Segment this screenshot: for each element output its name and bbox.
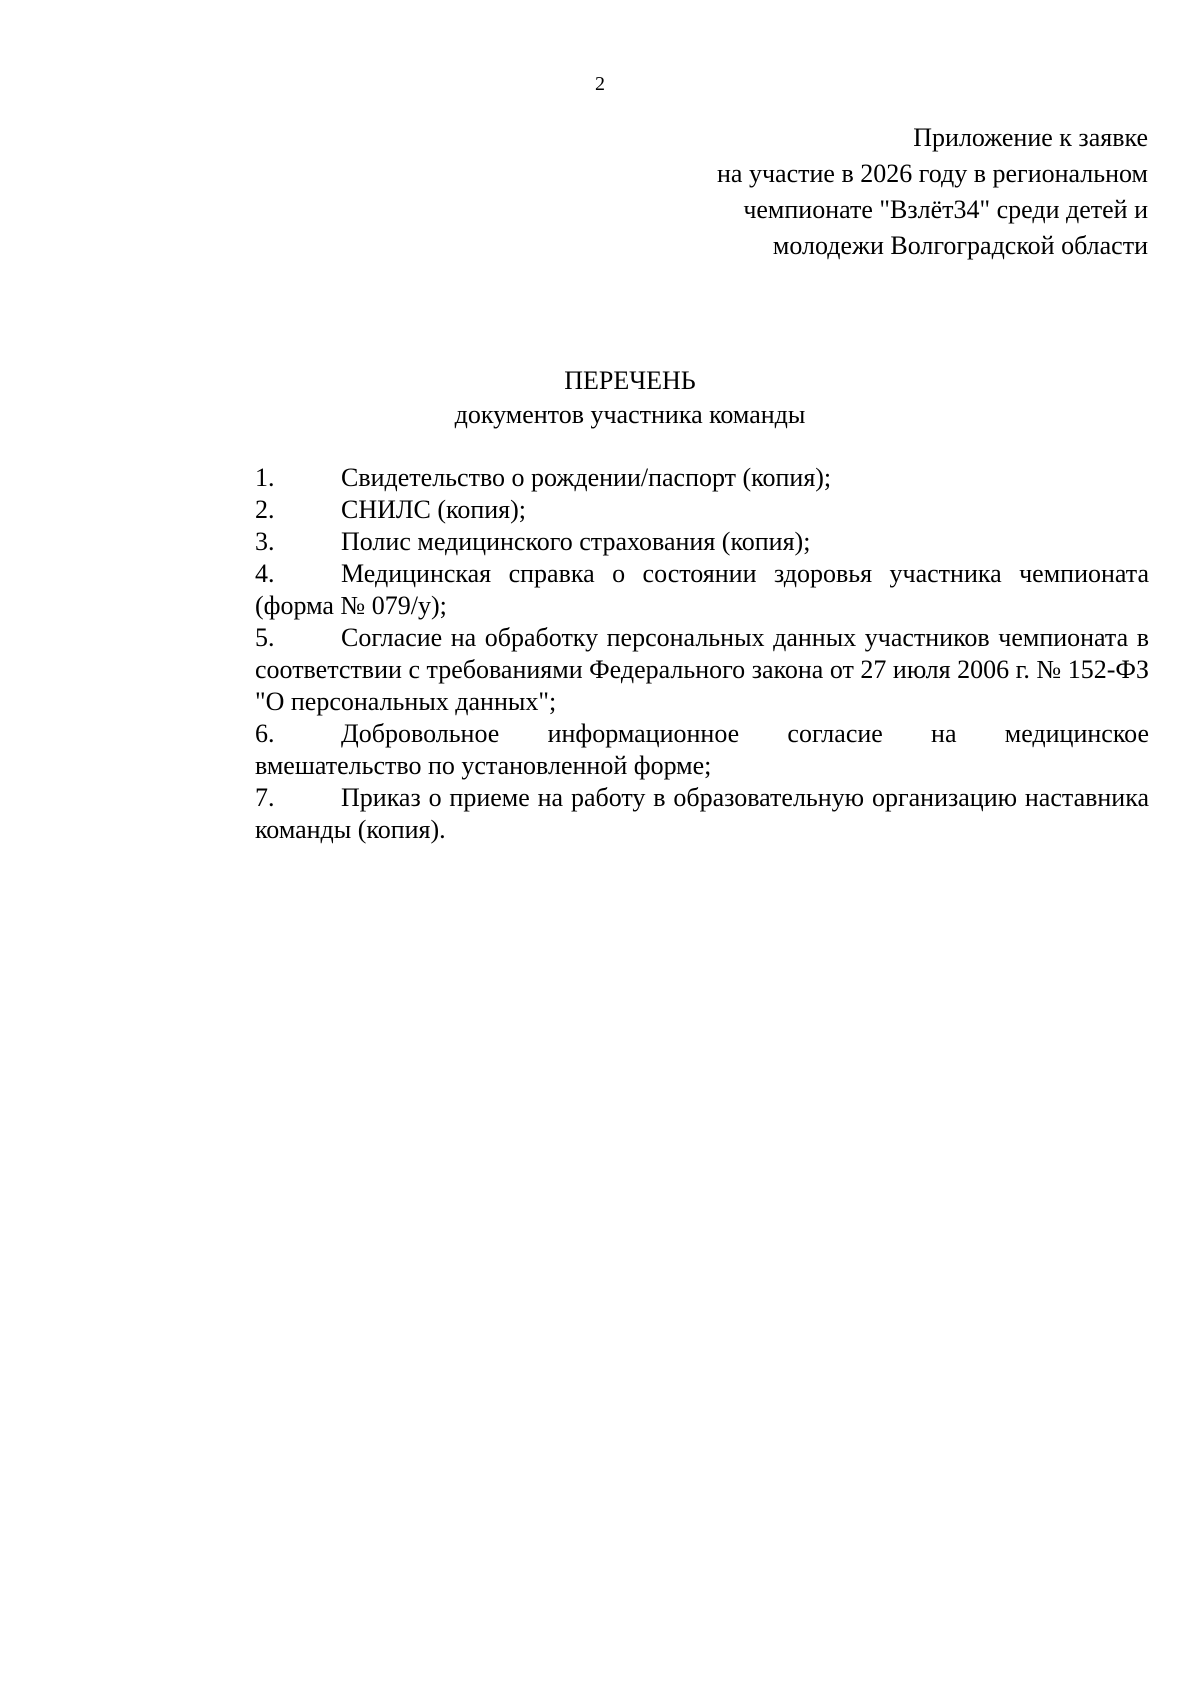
list-item-number: 7. [255,783,275,812]
list-item [255,718,1149,782]
annex-header [548,120,1148,264]
document-title: ПЕРЕЧЕНЬ [564,366,696,395]
list-item-text: Полис медицинского страхования (копия); [341,527,811,556]
annex-line: Приложение к заявке [913,123,1148,152]
list-item-number: 3. [255,527,275,556]
list-item-text: Согласие на обработку персональных данных участников чемпионата в соответствии с требованиями Федерального закона от 27 июля 2006 г. № 152-ФЗ "О персональных данных"; [255,623,1149,716]
list-item-number: 1. [255,463,275,492]
annex-line: молодежи Волгоградской области [772,231,1148,260]
list-item [255,622,1149,718]
list-item-text: Медицинская справка о состоянии здоровья участника чемпионата (форма № 079/у); [255,559,1149,620]
page-number: 2 [595,73,605,95]
list-item [255,494,1149,526]
list-item-number: 2. [255,495,275,524]
list-item-number: 4. [255,559,275,588]
documents-list [255,462,1149,846]
list-item-text: Свидетельство о рождении/паспорт (копия); [341,463,832,492]
list-item-text: Приказ о приеме на работу в образовательную организацию наставника команды (копия). [255,783,1149,844]
list-item-text: СНИЛС (копия); [341,495,527,524]
list-item [255,526,1149,558]
list-item [255,782,1149,846]
annex-line: на участие в 2026 году в региональном [717,159,1148,188]
list-item-text: Добровольное информационное согласие на медицинское вмешательство по установленной форме; [255,719,1149,780]
list-item [255,462,1149,494]
list-item-number: 6. [255,719,275,748]
document-subtitle: документов участника команды [454,400,806,429]
annex-line: чемпионате "Взлёт34" среди детей и [743,195,1148,224]
list-item [255,558,1149,622]
list-item-number: 5. [255,623,275,652]
